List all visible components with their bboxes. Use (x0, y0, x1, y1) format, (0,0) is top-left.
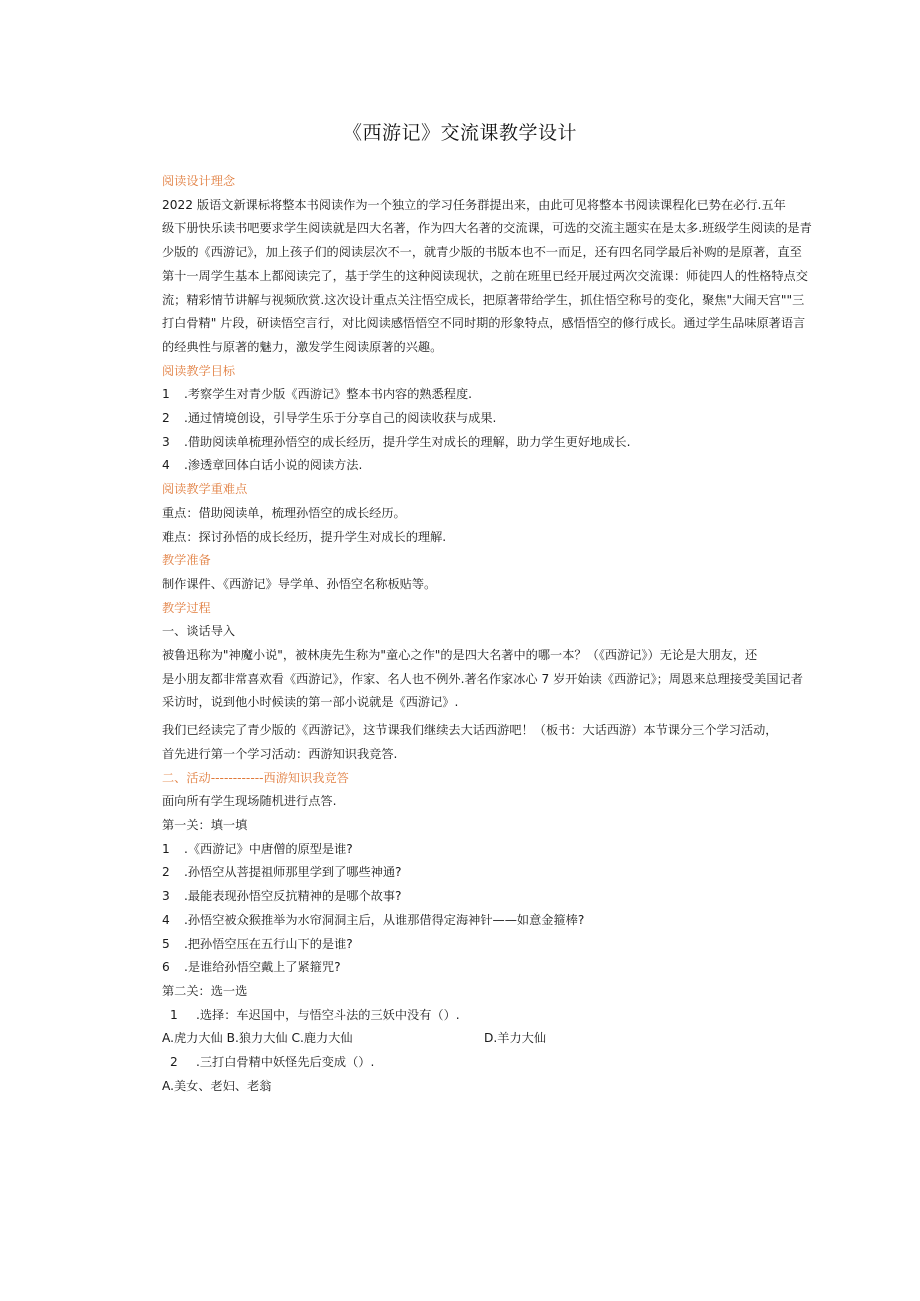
item-number: 2 (170, 1055, 178, 1070)
item-number: 2 (162, 411, 170, 426)
item-number: 1 (170, 1007, 178, 1022)
item-text: .借助阅读单梳理孙悟空的成长经历，提升学生对成长的理解，助力学生更好地成长. (184, 434, 631, 449)
section-heading-process: 教学过程 (162, 600, 211, 615)
objective-item (162, 407, 792, 431)
intro-paragraph (162, 644, 803, 715)
item-number: 5 (162, 936, 170, 951)
fill-question (162, 909, 792, 933)
page-title: 《西游记》交流课教学设计 (342, 122, 577, 144)
item-number: 1 (162, 387, 170, 402)
level-two-heading: 第二关：选一选 (162, 983, 248, 998)
paragraph-line: 是小朋友都非常喜欢看《西游记》，作家、名人也不例外.著名作家冰心 7 岁开始读《西游记》；周恩来总理接受美国记者 (162, 671, 803, 686)
section-heading-key-points: 阅读教学重难点 (162, 482, 248, 497)
objective-item (162, 383, 792, 407)
item-number: 6 (162, 960, 170, 975)
paragraph-line: 采访时，说到他小时候读的第一部小说就是《西游记》. (162, 695, 459, 710)
fill-question (162, 861, 792, 885)
item-text: .把孙悟空压在五行山下的是谁? (184, 936, 353, 951)
paragraph-line: 的经典性与原著的魅力，激发学生阅读原著的兴趣。 (162, 339, 443, 354)
item-number: 3 (162, 434, 170, 449)
paragraph-line: 少版的《西游记》，加上孩子们的阅读层次不一，就青少版的书版本也不一而足，还有四名同学最后补购的是原著，直至 (162, 245, 802, 260)
paragraph-line: 被鲁迅称为"神魔小说"，被林庚先生称为"童心之作"的是四大名著中的哪一本？（《西游记》）无论是大朋友，还 (162, 648, 758, 663)
item-text: .选择：车迟国中，与悟空斗法的三妖中没有（）. (196, 1007, 460, 1022)
item-text: .最能表现孙悟空反抗精神的是哪个故事? (184, 889, 402, 904)
options-abc: A.虎力大仙 B.狼力大仙 C.鹿力大仙 (162, 1031, 353, 1046)
option-d: D.羊力大仙 (484, 1031, 547, 1046)
fill-question (162, 838, 792, 862)
item-text: .渗透章回体白话小说的阅读方法. (184, 458, 363, 473)
level-one-heading: 第一关：填一填 (162, 817, 248, 832)
item-number: 4 (162, 912, 170, 927)
fill-question (162, 933, 792, 957)
item-text: .考察学生对青少版《西游记》整本书内容的熟悉程度. (184, 387, 473, 402)
section-heading-design-concept: 阅读设计理念 (162, 174, 236, 188)
paragraph-line: 流；精彩情节讲解与视频欣赏.这次设计重点关注悟空成长，把原著带给学生，抓住悟空称号的变化，聚焦"大闹天宫""三 (162, 292, 805, 307)
item-text: .孙悟空从菩提祖师那里学到了哪些神通? (184, 865, 402, 880)
paragraph-line: 2022 版语文新课标将整本书阅读作为一个独立的学习任务群提出来，由此可见将整本书阅读课程化已势在必行.五年 (162, 197, 786, 212)
paragraph-line: 首先进行第一个学习活动：西游知识我竞答. (162, 746, 398, 761)
item-text: .通过情境创设，引导学生乐于分享自己的阅读收获与成果. (184, 411, 497, 426)
paragraph-line: 打白骨精" 片段，研读悟空言行，对比阅读感悟悟空不同时期的形象特点，感悟悟空的修行成长。通过学生品味原著语言 (162, 316, 806, 331)
choice-question (162, 1051, 792, 1075)
design-concept-paragraph (162, 194, 812, 360)
document-body (162, 170, 812, 1098)
choice-question (162, 1004, 792, 1028)
choice-options (162, 1027, 792, 1051)
item-text: .是谁给孙悟空戴上了紧箍咒? (184, 960, 341, 975)
fill-question (162, 956, 792, 980)
key-point: 重点：借助阅读单，梳理孙悟空的成长经历。 (162, 505, 406, 520)
step-two-description: 面向所有学生现场随机进行点答. (162, 794, 337, 809)
difficult-point: 难点：探讨孙悟的成长经历，提升学生对成长的理解. (162, 529, 447, 544)
preparation-text: 制作课件、《西游记》导学单、孙悟空名称板贴等。 (162, 576, 437, 591)
item-number: 1 (162, 841, 170, 856)
paragraph-line: 我们已经读完了青少版的《西游记》，这节课我们继续去大话西游吧！（板书：大话西游）本节课分三个学习活动， (162, 723, 778, 738)
item-number: 4 (162, 458, 170, 473)
section-heading-preparation: 教学准备 (162, 553, 211, 568)
step-two-heading: 二、活动------------西游知识我竞答 (162, 770, 349, 785)
item-number: 3 (162, 889, 170, 904)
item-number: 2 (162, 865, 170, 880)
transition-paragraph (162, 719, 792, 766)
item-text: .三打白骨精中妖怪先后变成（）. (196, 1055, 375, 1070)
paragraph-line: 第十一周学生基本上都阅读完了，基于学生的这种阅读现状，之前在班里已经开展过两次交流课：师徒四人的性格特点交 (162, 268, 808, 283)
section-heading-objectives: 阅读教学目标 (162, 363, 236, 378)
fill-question (162, 885, 792, 909)
step-one-heading: 一、谈话导入 (162, 624, 236, 639)
objective-item (162, 431, 792, 455)
item-text: .《西游记》中唐僧的原型是谁? (184, 841, 353, 856)
item-text: .孙悟空被众猴推举为水帘洞洞主后，从谁那借得定海神针——如意金箍棒? (184, 912, 585, 927)
choice-options: A.美女、老妇、老翁 (162, 1078, 272, 1093)
paragraph-line: 级下册快乐读书吧要求学生阅读就是四大名著，作为四大名著的交流课，可选的交流主题实在是太多.班级学生阅读的是青 (162, 221, 812, 236)
objective-item (162, 454, 792, 478)
